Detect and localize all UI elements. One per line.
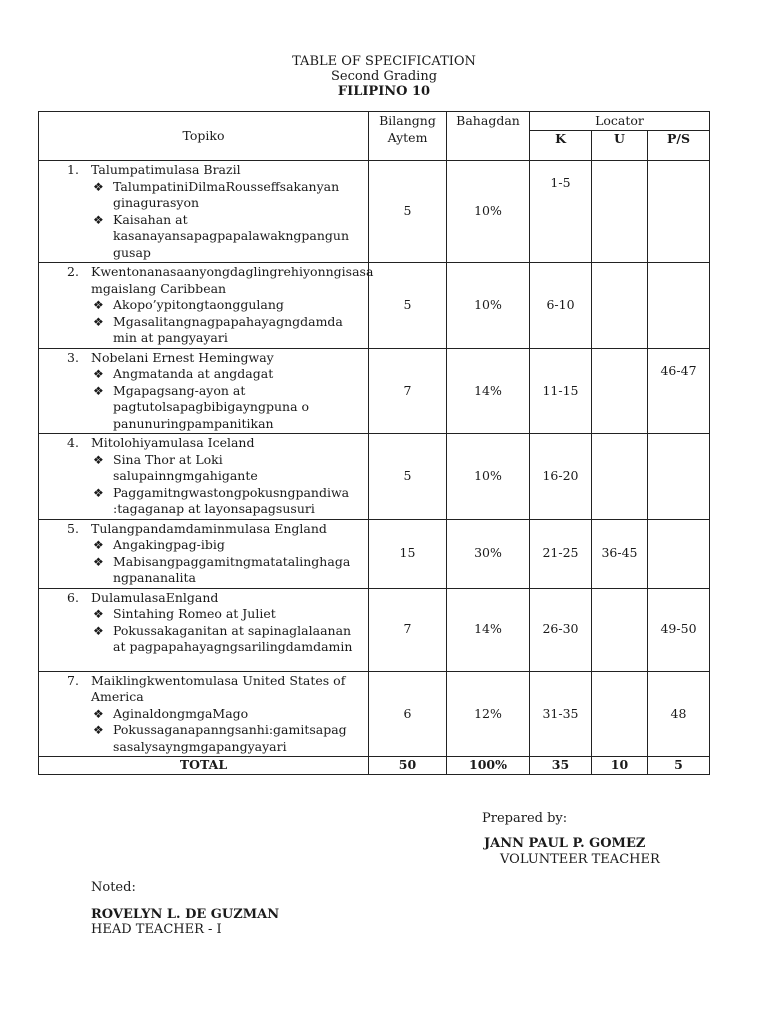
subtopic-list — [45, 537, 364, 587]
subtopic-list — [45, 452, 364, 518]
topic-number: 7. — [67, 672, 79, 688]
table-row — [39, 161, 710, 263]
total-row — [39, 757, 710, 775]
noted-label: Noted: — [91, 880, 136, 895]
subtopic-text: Sina Thor at Loki salupainngmgahigante — [113, 451, 258, 483]
diamond-bullet-icon: ❖ — [93, 314, 104, 329]
subtopic-text: Angakingpag-ibig — [113, 537, 225, 552]
prepared-by-name: JANN PAUL P. GOMEZ — [484, 836, 646, 851]
subtopic-item — [91, 383, 364, 433]
topic-number: 1. — [67, 162, 79, 177]
topic-cell — [39, 588, 369, 671]
total-items: 50 — [369, 757, 447, 775]
header-ps: P/S — [648, 131, 710, 161]
topic-number: 4. — [67, 435, 79, 450]
subtopic-text: Pokussaganapanngsanhi:gamitsapag sasalysayngmgapangyayari — [113, 722, 347, 754]
diamond-bullet-icon: ❖ — [93, 212, 104, 227]
subtopic-item — [91, 179, 364, 212]
locator-u-cell — [592, 671, 648, 757]
topic-title: Mitolohiyamulasa Iceland — [91, 435, 255, 450]
header-item-count: Bilangng Aytem — [369, 112, 447, 161]
prepared-by-position: VOLUNTEER TEACHER — [500, 852, 660, 867]
percentage-cell: 14% — [447, 588, 530, 671]
subtopic-item — [91, 366, 364, 383]
grading-period: Second Grading — [330, 69, 438, 84]
item-count-cell: 6 — [369, 671, 447, 757]
subtopic-item — [91, 537, 364, 554]
subtopic-text: AginaldongmgaMago — [113, 705, 249, 721]
percentage-cell: 10% — [447, 434, 530, 520]
locator-u-cell: 36-45 — [592, 519, 648, 588]
header-u: U — [592, 131, 648, 161]
specification-table — [38, 111, 710, 775]
item-count-cell: 5 — [369, 263, 447, 349]
locator-ps-cell — [648, 519, 710, 588]
noted-by-name: ROVELYN L. DE GUZMAN — [91, 907, 280, 922]
subtopic-text: Paggamitngwastongpokusngpandiwa :tagaganap at layonsapagsusuri — [113, 484, 350, 516]
subtopic-text: Akopo’ypitongtaonggulang — [113, 297, 284, 312]
subtopic-text: Kaisahan at kasanayansapagpapalawakngpangun gusap — [113, 211, 350, 260]
diamond-bullet-icon: ❖ — [93, 607, 104, 621]
item-count-cell: 5 — [369, 434, 447, 520]
diamond-bullet-icon: ❖ — [93, 367, 104, 381]
topic-number: 6. — [67, 589, 79, 605]
locator-ps-cell: 48 — [648, 671, 710, 757]
locator-k-cell: 11-15 — [530, 348, 592, 434]
subtopic-item — [91, 706, 364, 723]
noted-by-position: HEAD TEACHER - I — [91, 922, 222, 937]
header-k: K — [530, 131, 592, 161]
subtopic-text: Pokussakaganitan at sapinaglalaanan at pagpapahayagngsarilingdamdamin — [113, 622, 353, 654]
locator-u-cell — [592, 434, 648, 520]
header-locator: Locator — [530, 112, 710, 131]
total-label: TOTAL — [39, 757, 369, 775]
topic-number: 3. — [67, 349, 79, 365]
topic-title: Tulangpandamdaminmulasa England — [91, 520, 327, 536]
subtopic-text: Mgasalitangnagpapahayagngdamda min at pangyayari — [113, 313, 343, 345]
table-row — [39, 519, 710, 588]
item-count-cell: 5 — [369, 161, 447, 263]
item-count-cell: 7 — [369, 348, 447, 434]
diamond-bullet-icon: ❖ — [93, 706, 104, 721]
subtopic-item — [91, 606, 364, 623]
subtopic-item — [91, 212, 364, 262]
topic-cell — [39, 519, 369, 588]
topic-title: Nobelani Ernest Hemingway — [91, 349, 274, 365]
topic-number: 2. — [67, 264, 79, 279]
topic-cell — [39, 671, 369, 757]
subtopic-list — [45, 606, 364, 656]
diamond-bullet-icon: ❖ — [93, 179, 104, 194]
locator-ps-cell — [648, 434, 710, 520]
document-title: TABLE OF SPECIFICATION — [292, 54, 476, 69]
diamond-bullet-icon: ❖ — [93, 623, 104, 638]
topic-title: Kwentonanasaanyongdaglingrehiyonngisasa mgaislang Caribbean — [91, 264, 374, 296]
locator-k-cell: 1-5 — [530, 161, 592, 263]
subtopic-list — [45, 297, 364, 347]
total-ps: 5 — [648, 757, 710, 775]
table-row — [39, 263, 710, 349]
topic-title: DulamulasaEnlgand — [91, 589, 219, 605]
locator-u-cell — [592, 161, 648, 263]
locator-k-cell: 6-10 — [530, 263, 592, 349]
subtopic-text: Mabisangpaggamitngmatatalinghaga ngpananalita — [113, 553, 351, 585]
locator-ps-cell: 46-47 — [648, 348, 710, 434]
subtopic-item — [91, 297, 364, 314]
table-body — [39, 161, 710, 757]
subtopic-text: Sintahing Romeo at Juliet — [113, 606, 276, 621]
subtopic-list — [45, 366, 364, 432]
item-count-cell: 15 — [369, 519, 447, 588]
total-k: 35 — [530, 757, 592, 775]
table-row — [39, 434, 710, 520]
table-row — [39, 671, 710, 757]
locator-k-cell: 16-20 — [530, 434, 592, 520]
subtopic-item — [91, 554, 364, 587]
header-topic: Topiko — [39, 112, 369, 161]
percentage-cell: 10% — [447, 161, 530, 263]
total-u: 10 — [592, 757, 648, 775]
header-percentage: Bahagdan — [447, 112, 530, 161]
topic-title: Maiklingkwentomulasa United States of America — [91, 672, 346, 704]
diamond-bullet-icon: ❖ — [93, 538, 104, 552]
locator-u-cell — [592, 348, 648, 434]
table-row — [39, 348, 710, 434]
locator-k-cell: 26-30 — [530, 588, 592, 671]
subtopic-list — [45, 179, 364, 262]
locator-k-cell: 21-25 — [530, 519, 592, 588]
topic-cell — [39, 434, 369, 520]
locator-ps-cell: 49-50 — [648, 588, 710, 671]
table-row — [39, 588, 710, 671]
locator-k-cell: 31-35 — [530, 671, 592, 757]
diamond-bullet-icon: ❖ — [93, 452, 104, 467]
subtopic-item — [91, 314, 364, 347]
topic-cell — [39, 348, 369, 434]
percentage-cell: 14% — [447, 348, 530, 434]
locator-ps-cell — [648, 263, 710, 349]
subtopic-list — [45, 706, 364, 756]
item-count-cell: 7 — [369, 588, 447, 671]
percentage-cell: 12% — [447, 671, 530, 757]
locator-ps-cell — [648, 161, 710, 263]
subtopic-text: Angmatanda at angdagat — [113, 366, 274, 381]
topic-cell — [39, 263, 374, 349]
diamond-bullet-icon: ❖ — [93, 383, 104, 398]
topic-title: Talumpatimulasa Brazil — [91, 162, 241, 177]
diamond-bullet-icon: ❖ — [93, 723, 104, 737]
subtopic-item — [91, 623, 364, 656]
topic-number: 5. — [67, 520, 79, 536]
diamond-bullet-icon: ❖ — [93, 485, 104, 500]
subtopic-text: TalumpatiniDilmaRousseffsakanyan ginagurasyon — [113, 178, 340, 210]
subtopic-text: Mgapagsang-ayon at pagtutolsapagbibigayngpuna o panunuringpampanitikan — [113, 382, 310, 431]
percentage-cell: 10% — [447, 263, 530, 349]
subtopic-item — [91, 722, 364, 755]
total-percent: 100% — [447, 757, 530, 775]
prepared-by-label: Prepared by: — [482, 811, 568, 826]
subtopic-item — [91, 452, 364, 485]
subtopic-item — [91, 485, 364, 518]
locator-u-cell — [592, 263, 648, 349]
percentage-cell: 30% — [447, 519, 530, 588]
diamond-bullet-icon: ❖ — [93, 298, 104, 312]
diamond-bullet-icon: ❖ — [93, 554, 104, 569]
locator-u-cell — [592, 588, 648, 671]
topic-cell — [39, 161, 369, 263]
subject-title: FILIPINO 10 — [337, 84, 431, 99]
